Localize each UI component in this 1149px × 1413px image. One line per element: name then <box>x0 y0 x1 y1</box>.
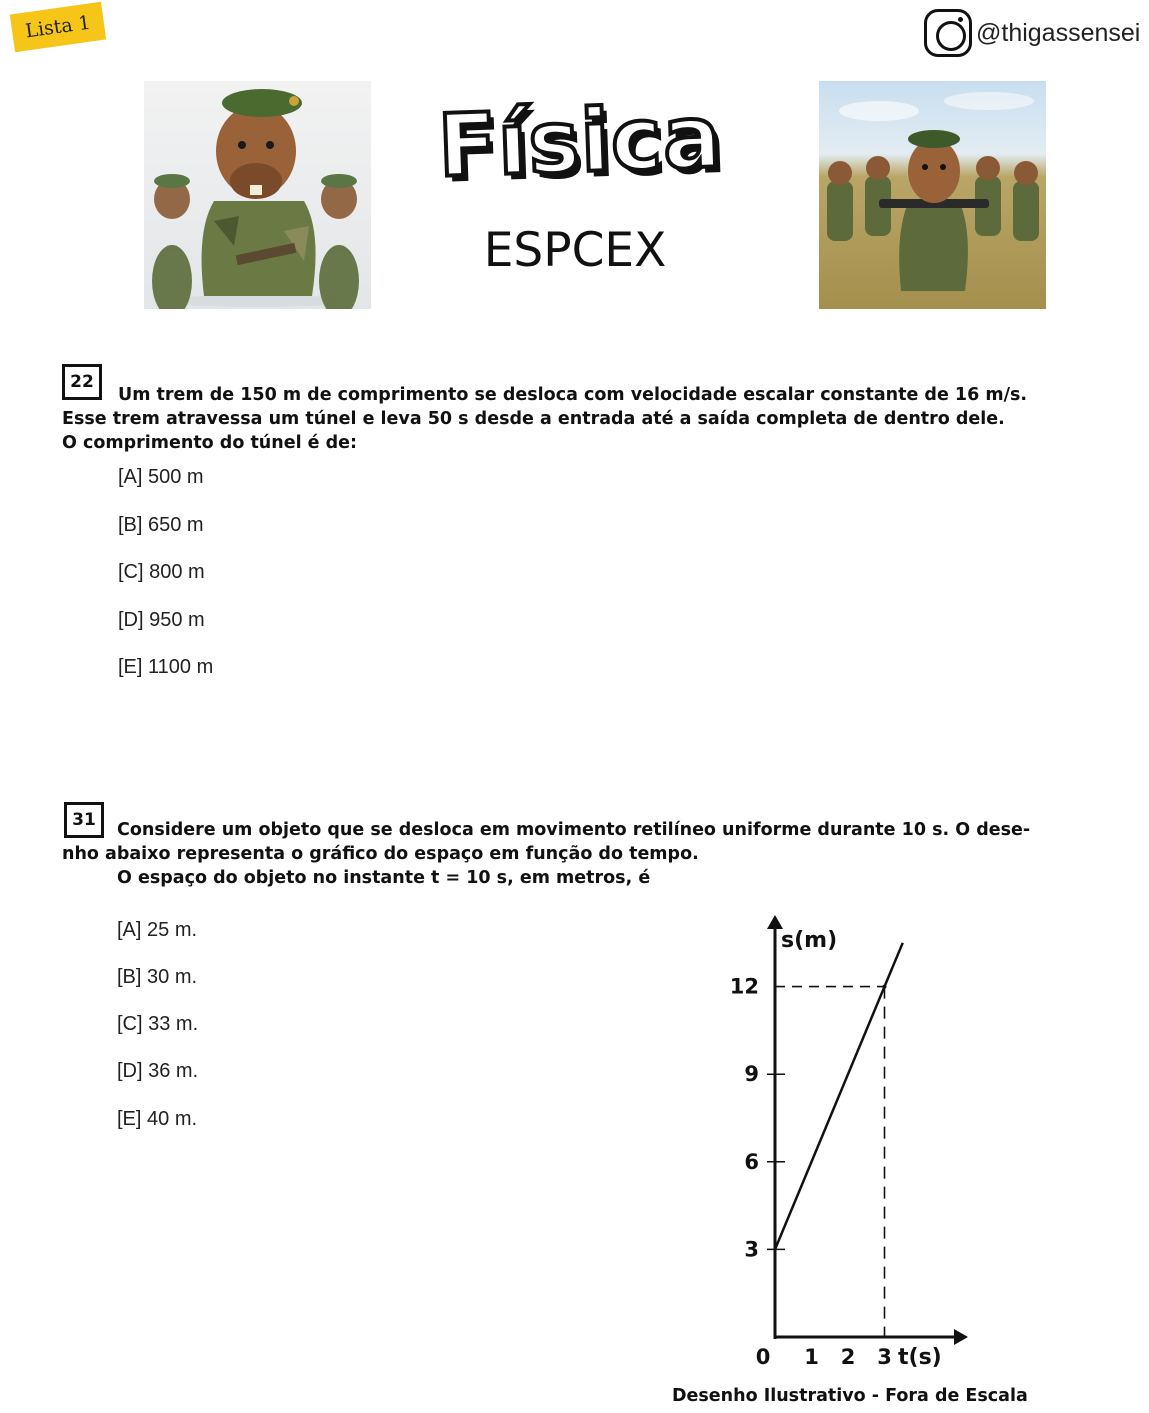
data-series-line <box>775 943 903 1250</box>
question-22-option-b[interactable]: [B] 650 m <box>118 514 204 536</box>
instagram-icon <box>924 9 972 57</box>
question-22-option-c[interactable]: [C] 800 m <box>118 561 205 583</box>
question-31-line-2: nho abaixo representa o gráfico do espaço em função do tempo. <box>62 844 699 864</box>
question-22-option-e[interactable]: [E] 1100 m <box>118 656 214 678</box>
question-31-line-1: Considere um objeto que se desloca em movimento retilíneo uniforme durante 10 s. O dese- <box>117 820 1031 840</box>
x-axis-arrow <box>954 1329 968 1345</box>
question-31-number: 31 <box>64 802 104 838</box>
instagram-handle[interactable] <box>924 8 1140 58</box>
y-tick-label: 6 <box>744 1149 759 1174</box>
position-time-chart <box>700 905 1120 1375</box>
question-22-line-3: O comprimento do túnel é de: <box>62 433 358 453</box>
y-axis-label: s(m) <box>781 928 838 953</box>
question-31-option-d[interactable]: [D] 36 m. <box>117 1060 199 1082</box>
question-31-option-c[interactable]: [C] 33 m. <box>117 1013 199 1035</box>
chart-caption: Desenho Ilustrativo - Fora de Escala <box>672 1386 1028 1406</box>
question-31-option-e[interactable]: [E] 40 m. <box>117 1108 198 1130</box>
y-tick-label: 12 <box>729 974 759 999</box>
y-tick-label: 9 <box>744 1062 759 1087</box>
page-title: Física <box>436 87 724 197</box>
page-subtitle: ESPCEX <box>483 223 667 278</box>
x-tick-label: 0 <box>755 1345 771 1369</box>
question-31-line-3: O espaço do objeto no instante t = 10 s, em metros, é <box>117 868 651 888</box>
capybara-squad-image <box>819 81 1046 309</box>
question-22-option-d[interactable]: [D] 950 m <box>118 609 205 631</box>
x-tick-label: 2 <box>840 1345 856 1369</box>
list-tag: Lista 1 <box>10 2 106 52</box>
y-tick-label: 3 <box>744 1237 759 1262</box>
y-axis-arrow <box>767 915 783 929</box>
question-31-option-a[interactable]: [A] 25 m. <box>117 919 198 941</box>
question-22-line-1: Um trem de 150 m de comprimento se desloca com velocidade escalar constante de 16 m/s. <box>118 385 1028 405</box>
question-22-line-2: Esse trem atravessa um túnel e leva 50 s desde a entrada até a saída completa de dentro dele. <box>62 409 1005 429</box>
question-31-option-b[interactable]: [B] 30 m. <box>117 966 198 988</box>
x-tick-label: 1 <box>804 1345 819 1369</box>
question-22-option-a[interactable]: [A] 500 m <box>118 466 204 488</box>
instagram-handle-text: @thigassensei <box>976 18 1141 47</box>
question-22-number: 22 <box>62 364 102 400</box>
capybara-soldier-image <box>144 81 371 309</box>
x-axis-label: t(s) <box>898 1345 942 1370</box>
x-tick-label: 3 <box>877 1345 892 1369</box>
